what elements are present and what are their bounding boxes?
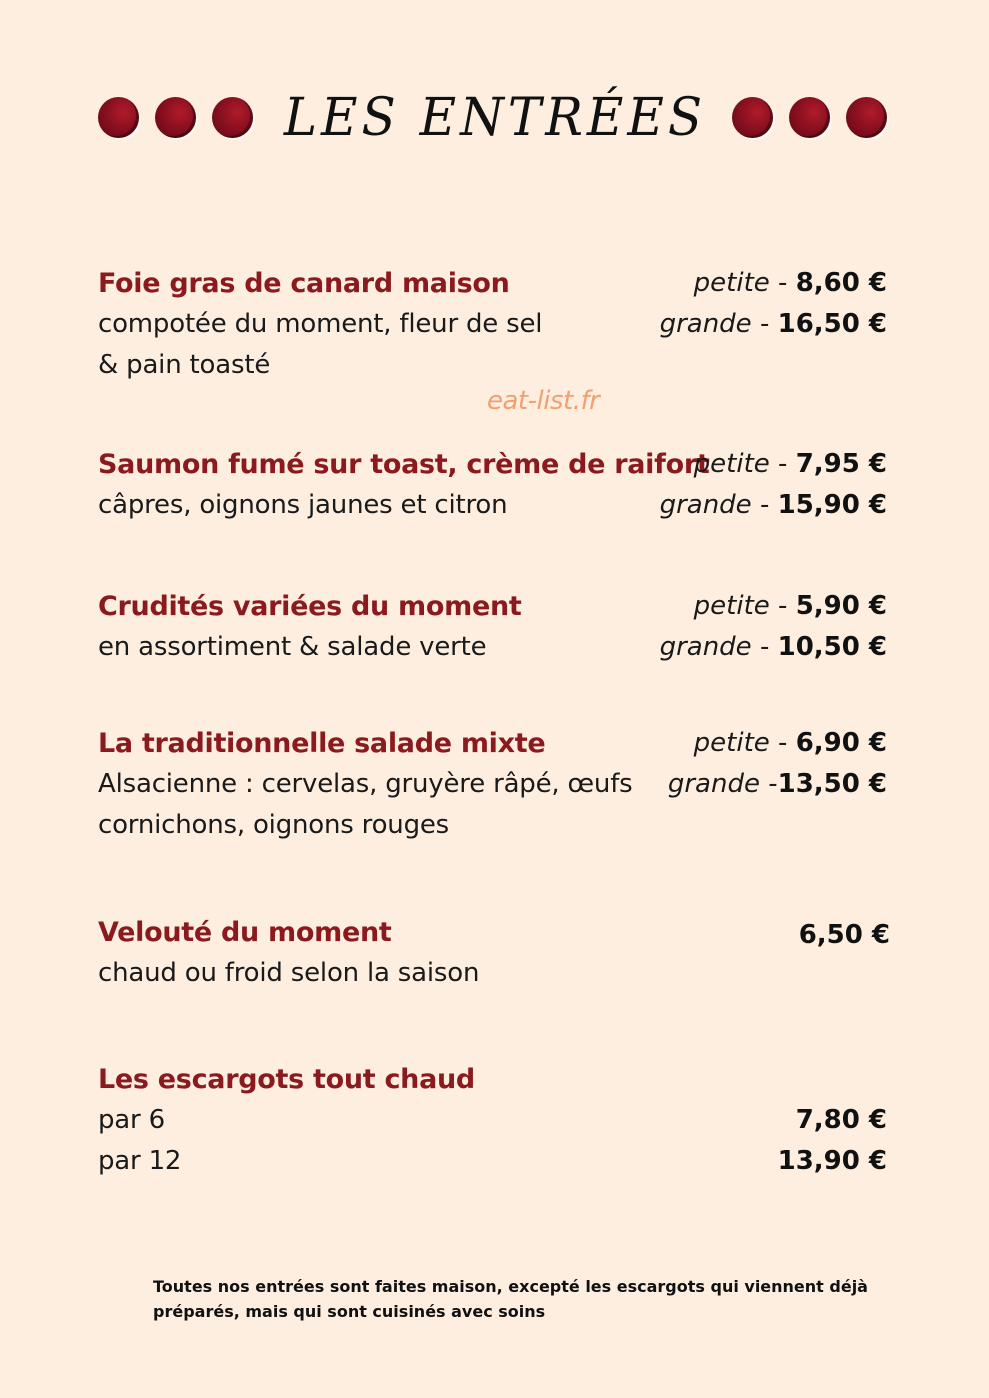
price-separator: -: [751, 309, 778, 339]
price-separator: -: [751, 490, 778, 520]
item-description: en assortiment & salade verte: [98, 632, 487, 662]
price-amount: 15,90 €: [777, 490, 887, 520]
price-grande: [660, 632, 887, 662]
price-separator: -: [751, 632, 778, 662]
price-amount: 7,95 €: [795, 449, 887, 479]
watermark-text: eat-list.fr: [487, 386, 600, 416]
price-amount: 13,50 €: [777, 769, 887, 799]
item-name: Velouté du moment: [98, 917, 392, 948]
item-name: La traditionnelle salade mixte: [98, 728, 546, 759]
size-label: grande: [659, 490, 752, 520]
price-single: [799, 920, 890, 950]
item-description: cornichons, oignons rouges: [98, 810, 450, 840]
price-amount: 16,50 €: [777, 309, 887, 339]
price-par-12: [778, 1146, 887, 1176]
size-label: grande: [667, 769, 760, 799]
price-petite: [694, 591, 887, 621]
price-separator: -: [769, 591, 796, 621]
price-petite: [694, 268, 887, 298]
price-separator: -: [759, 769, 778, 799]
item-name: Saumon fumé sur toast, crème de raifort: [98, 449, 710, 480]
size-label: petite: [693, 728, 770, 758]
red-dot-icon: [212, 97, 253, 138]
price-amount: 6,50 €: [798, 920, 890, 950]
price-amount: 5,90 €: [795, 591, 887, 621]
price-amount: 8,60 €: [795, 268, 887, 298]
item-description: par 6: [98, 1105, 165, 1135]
item-description: Alsacienne : cervelas, gruyère râpé, œufs: [98, 769, 633, 799]
red-dot-icon: [155, 97, 196, 138]
price-par-6: [796, 1105, 887, 1135]
item-name: Les escargots tout chaud: [98, 1064, 475, 1095]
decorative-dots-left: [98, 97, 253, 138]
price-separator: -: [769, 449, 796, 479]
red-dot-icon: [732, 97, 773, 138]
price-separator: -: [769, 268, 796, 298]
size-label: petite: [693, 449, 770, 479]
item-description: par 12: [98, 1146, 182, 1176]
price-amount: 13,90 €: [777, 1146, 887, 1176]
price-separator: -: [769, 728, 796, 758]
size-label: grande: [659, 632, 752, 662]
price-grande: [660, 490, 887, 520]
size-label: grande: [659, 309, 752, 339]
price-petite: [694, 728, 887, 758]
item-description: & pain toasté: [98, 350, 271, 380]
red-dot-icon: [846, 97, 887, 138]
item-name: Crudités variées du moment: [98, 591, 522, 622]
size-label: petite: [693, 268, 770, 298]
price-amount: 10,50 €: [777, 632, 887, 662]
price-grande: [660, 309, 887, 339]
red-dot-icon: [789, 97, 830, 138]
price-petite: [694, 449, 887, 479]
item-description: compotée du moment, fleur de sel: [98, 309, 543, 339]
size-label: petite: [693, 591, 770, 621]
price-grande: [668, 769, 887, 799]
page-title: LES ENTRÉES: [283, 86, 707, 148]
footnote: Toutes nos entrées sont faites maison, excepté les escargots qui viennent déjà préparés, mais qui sont cuisinés avec soins: [153, 1277, 868, 1321]
price-amount: 7,80 €: [795, 1105, 887, 1135]
red-dot-icon: [98, 97, 139, 138]
price-amount: 6,90 €: [795, 728, 887, 758]
item-description: câpres, oignons jaunes et citron: [98, 490, 508, 520]
item-name: Foie gras de canard maison: [98, 268, 510, 299]
decorative-dots-right: [732, 97, 887, 138]
item-description: chaud ou froid selon la saison: [98, 958, 480, 988]
